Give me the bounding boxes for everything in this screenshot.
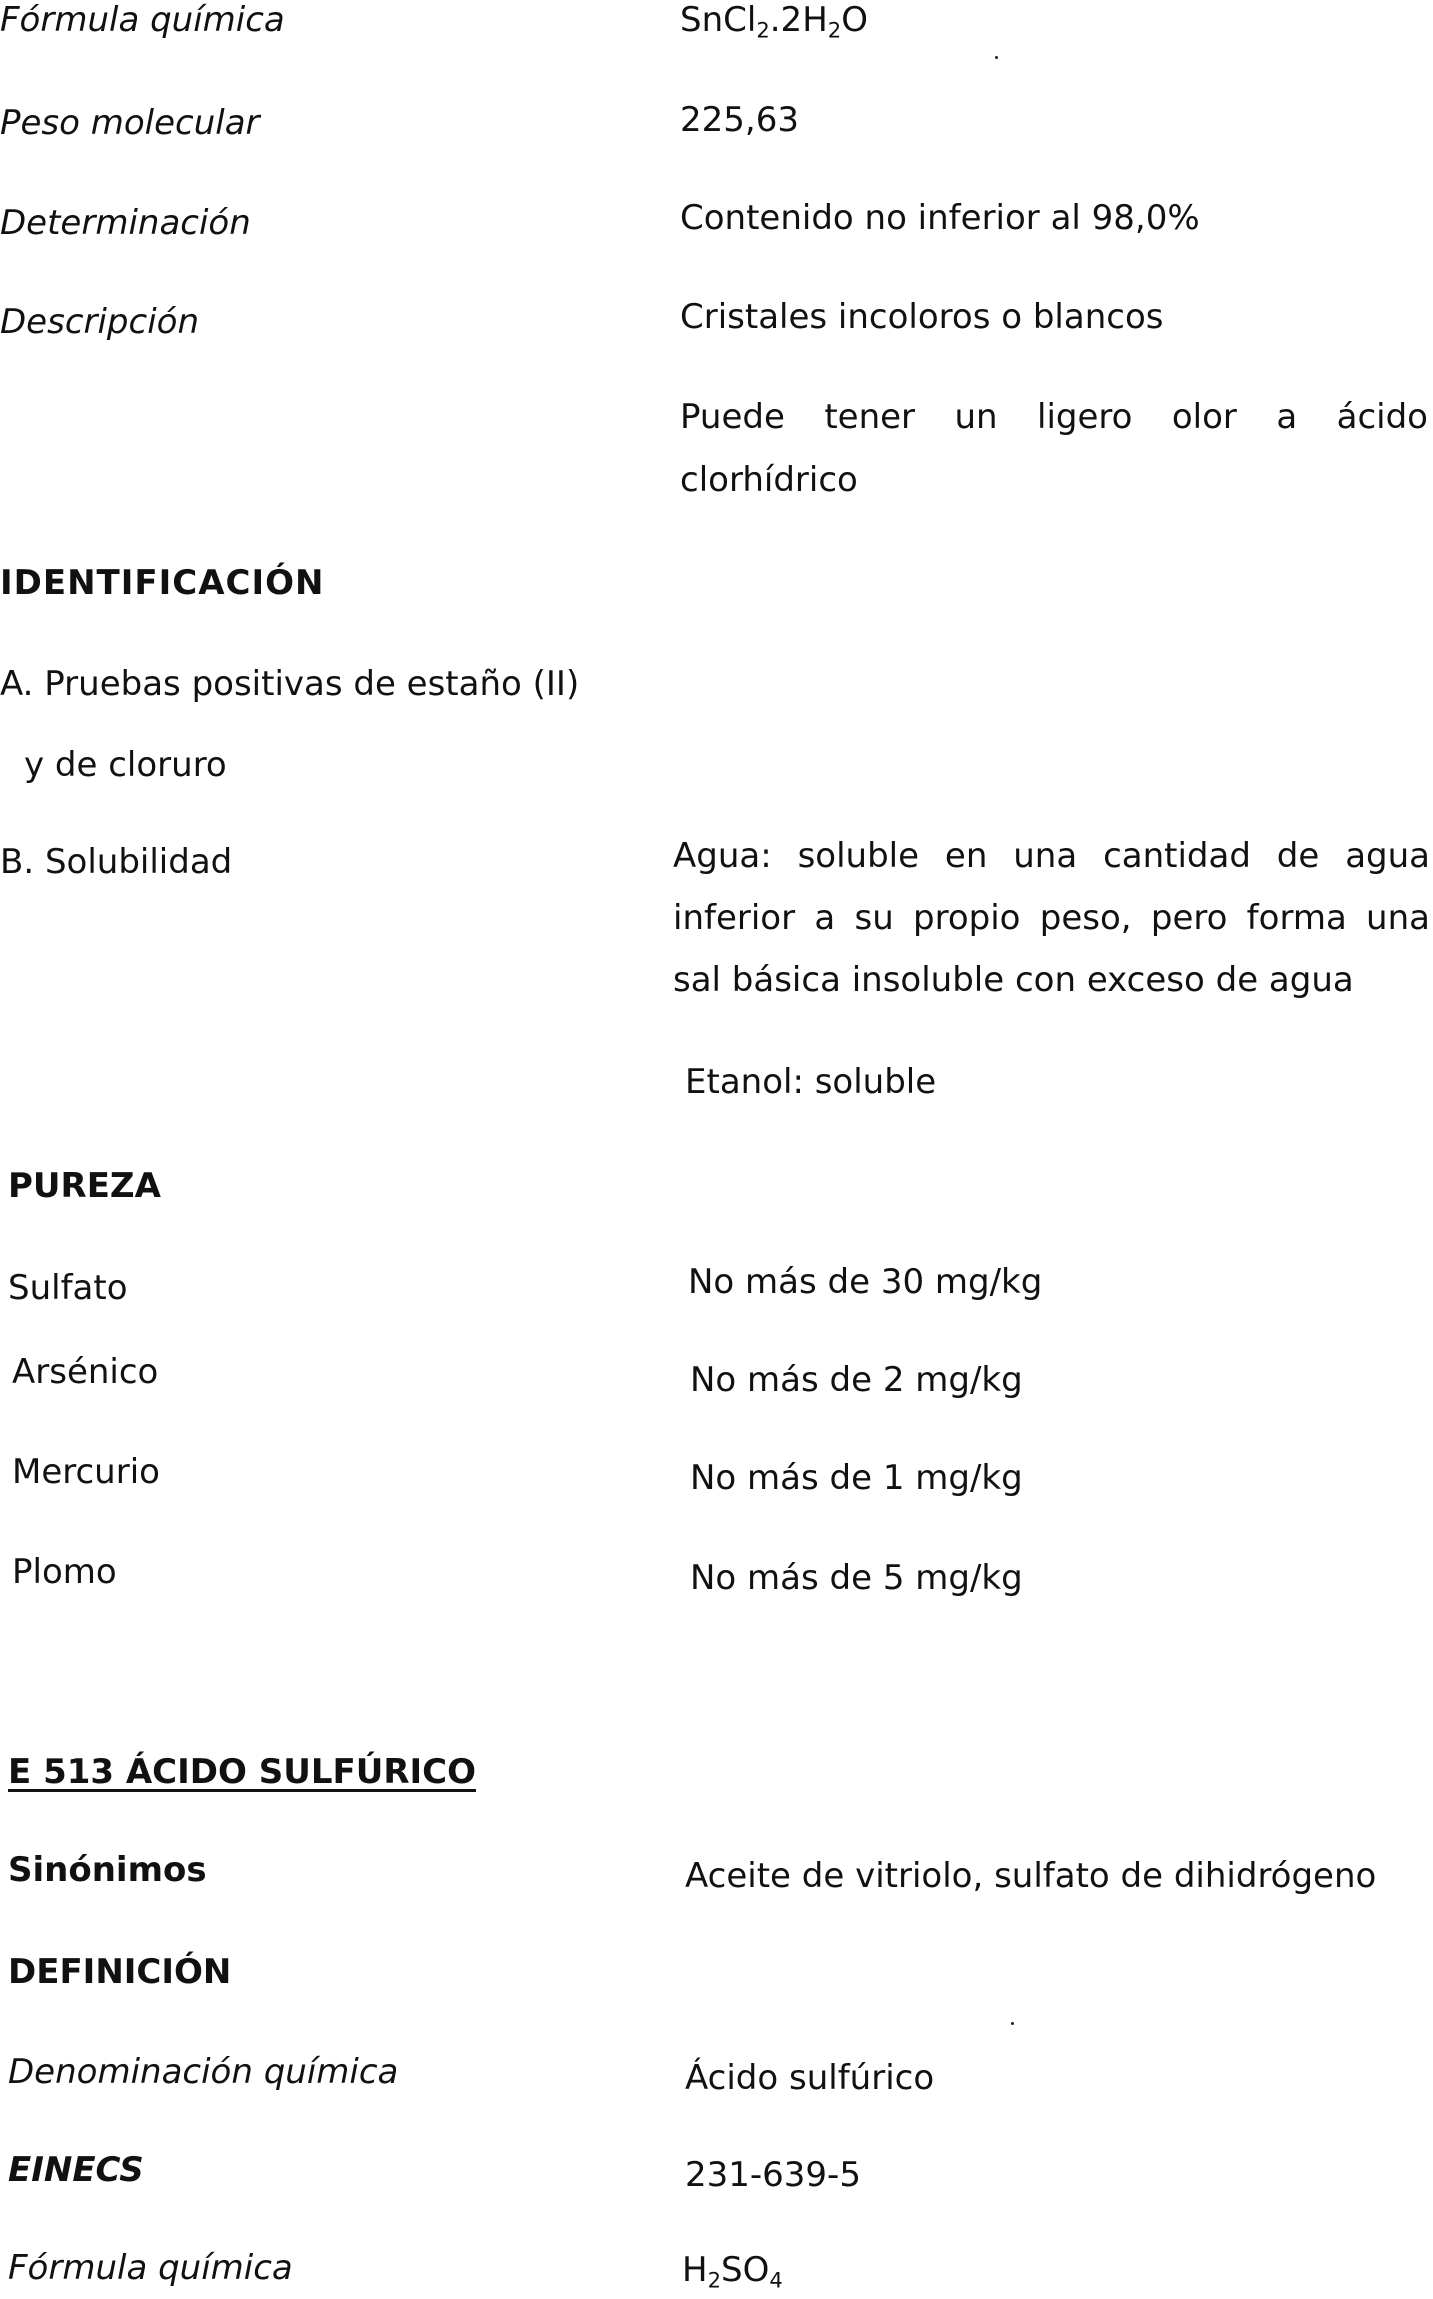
peso-label: Peso molecular	[0, 103, 260, 143]
pureza-heading: PUREZA	[8, 1166, 161, 1206]
einecs-value: 231-639-5	[685, 2155, 861, 2195]
ident-b-etanol: Etanol: soluble	[685, 1062, 937, 1102]
determinacion-value: Contenido no inferior al 98,0%	[680, 198, 1200, 238]
denominacion-label: Denominación química	[8, 2052, 399, 2092]
ident-b-agua-line-3: sal básica insoluble con exceso de agua	[673, 960, 1354, 1000]
sinonimos-label: Sinónimos	[8, 1850, 207, 1890]
e513-formula-label: Fórmula química	[8, 2248, 293, 2288]
sinonimos-value: Aceite de vitriolo, sulfato de dihidrógeno	[685, 1856, 1377, 1896]
pureza-value-arsenico: No más de 2 mg/kg	[690, 1360, 1023, 1400]
e513-title: E 513 ÁCIDO SULFÚRICO	[8, 1752, 477, 1792]
ident-a-line-2: y de cloruro	[24, 745, 227, 785]
ident-b-agua-line-1: Agua: soluble en una cantidad de agua	[673, 836, 1430, 876]
peso-value: 225,63	[680, 100, 799, 140]
pureza-value-mercurio: No más de 1 mg/kg	[690, 1458, 1023, 1498]
descripcion-value-1: Cristales incoloros o blancos	[680, 297, 1164, 337]
pureza-label-arsenico: Arsénico	[12, 1352, 159, 1392]
speck	[995, 56, 998, 59]
ident-a-line-1: A. Pruebas positivas de estaño (II)	[0, 664, 580, 704]
descripcion-label: Descripción	[0, 302, 200, 342]
descripcion-value-2a: Puede tener un ligero olor a ácido	[680, 397, 1428, 437]
denominacion-value: Ácido sulfúrico	[685, 2058, 935, 2098]
pureza-label-plomo: Plomo	[12, 1552, 117, 1592]
e513-formula-value: $H_2SO_4$	[682, 2250, 783, 2293]
identificacion-heading: IDENTIFICACIÓN	[0, 563, 325, 603]
pureza-value-plomo: No más de 5 mg/kg	[690, 1558, 1023, 1598]
descripcion-value-2b: clorhídrico	[680, 460, 858, 500]
pureza-label-sulfato: Sulfato	[8, 1268, 128, 1308]
determinacion-label: Determinación	[0, 203, 251, 243]
definicion-heading: DEFINICIÓN	[8, 1952, 232, 1992]
pureza-label-mercurio: Mercurio	[12, 1452, 160, 1492]
formula-label: Fórmula química	[0, 0, 285, 40]
speck	[1011, 2022, 1014, 2025]
einecs-label: EINECS	[8, 2150, 144, 2190]
ident-b-agua-line-2: inferior a su propio peso, pero forma una	[673, 898, 1430, 938]
pureza-value-sulfato: No más de 30 mg/kg	[688, 1262, 1043, 1302]
formula-value: $SnCl_2.2H_2O$	[680, 0, 868, 43]
ident-b-label: B. Solubilidad	[0, 842, 233, 882]
